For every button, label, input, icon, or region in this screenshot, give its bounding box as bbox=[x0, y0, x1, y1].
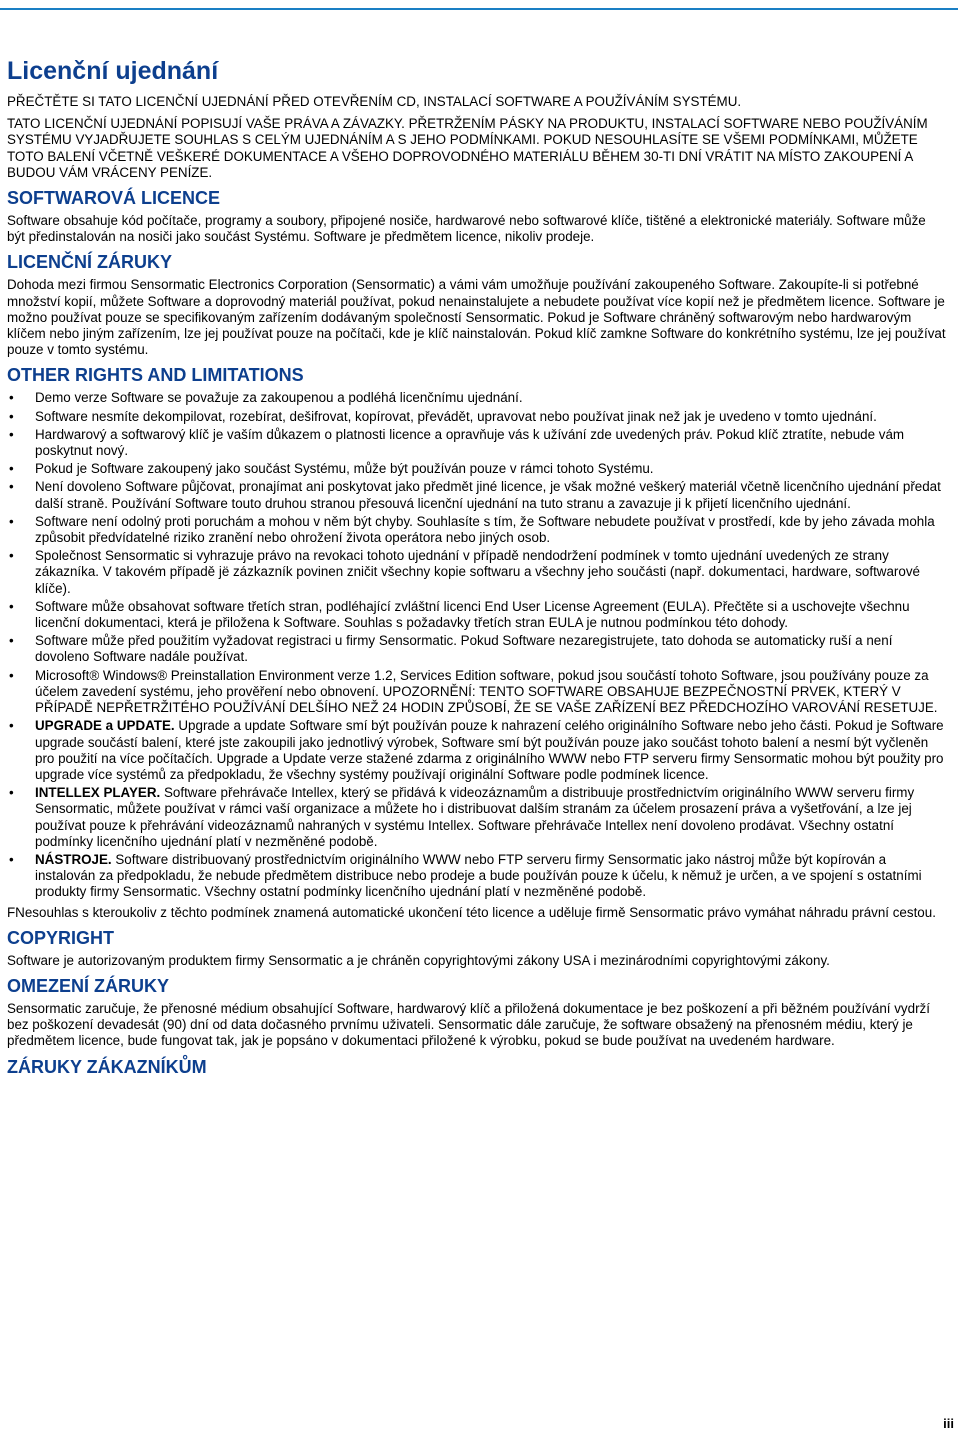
list-item-text: Hardwarový a softwarový klíč je vaším důkazem o platnosti licence a opravňuje vás k užívání zde uvedených práv. Pokud klíč ztratíte, nebude vám poskytnut nový. bbox=[35, 426, 905, 459]
list-item-text: Software může před použitím vyžadovat registraci u firmy Sensormatic. Pokud Software nezaregistrujete, tato dohoda se automaticky ruší a není dovoleno Software nadále používat. bbox=[35, 633, 893, 665]
bullet-icon: • bbox=[9, 598, 14, 614]
page-title: Licenční ujednání bbox=[7, 57, 219, 85]
list-item bbox=[7, 548, 947, 597]
list-item bbox=[7, 479, 947, 511]
bullet-icon: • bbox=[9, 426, 14, 442]
list-item-text: Software může obsahovat software třetích stran, podléhající zvláštní licenci End User License Agreement (EULA). Přečtěte si a uschovejte všechnu licenční dokumentaci, která je přiložena k Software. Souhlas s požadavky třetích stran EULA je nutnou podmínkou této dohody. bbox=[35, 598, 910, 631]
list-item-text: Demo verze Software se považuje za zakoupenou a podléhá licenčnímu ujednání. bbox=[35, 390, 523, 406]
section-heading-limited-warranty: OMEZENÍ ZÁRUKY bbox=[7, 975, 169, 996]
list-item bbox=[7, 785, 947, 850]
list-item bbox=[7, 599, 947, 631]
section-heading-copyright: COPYRIGHT bbox=[7, 927, 115, 948]
intro-paragraph-1: PŘEČTĚTE SI TATO LICENČNÍ UJEDNÁNÍ PŘED OTEVŘENÍM CD, INSTALACÍ SOFTWARE A POUŽÍVÁNÍM SYSTÉMU. bbox=[7, 94, 742, 109]
section-heading-other-rights: OTHER RIGHTS AND LIMITATIONS bbox=[7, 365, 304, 386]
bullet-icon: • bbox=[9, 718, 14, 734]
bullet-icon: • bbox=[9, 785, 14, 801]
list-item-lead: UPGRADE a UPDATE. bbox=[35, 718, 175, 734]
list-item bbox=[7, 718, 947, 783]
section-heading-license-warranty: LICENČNÍ ZÁRUKY bbox=[7, 252, 172, 273]
list-item bbox=[7, 852, 947, 901]
list-item-text: Společnost Sensormatic si vyhrazuje právo na revokaci tohoto ujednání v případě nendodržení podmínek v tomto ujednání uvedených ze strany zákazníka. V takovém případě jë zázkazník povinen zničit všechny kopie softwaru a všechny jeho součásti (např. dokumentaci, hardware, softwarové klíče). bbox=[35, 548, 920, 596]
list-item-text: Microsoft® Windows® Preinstallation Environment verze 1.2, Services Edition software, pokud jsou součástí tohoto Software, jsou používány pouze za účelem zavedení systému, jeho prověření nebo obnovení. UPOZORNĚNÍ: TENTO SOFTWARE OBSAHUJE BEZPEČNOSTNÍ PRVEK, KTERÝ V PŘÍPADĚ NEPŘETRŽITÉHO POUŽÍVÁNÍ DELŠÍHO NEŽ 24 HODIN ZPŮSOBÍ, ŽE SE VAŠE ZAŘÍZENÍ BEZ PŘEDCHOZÍHO VAROVÁNÍ RESETUJE. bbox=[35, 667, 938, 716]
list-item-text: Software nesmíte dekompilovat, rozebírat, dešifrovat, kopírovat, převádět, upravovat nebo používat jinak než jak je uvedeno v tomto ujednání. bbox=[35, 408, 877, 424]
bullet-icon: • bbox=[9, 461, 14, 477]
bullet-icon: • bbox=[9, 851, 14, 867]
list-item bbox=[7, 633, 947, 665]
bullet-icon: • bbox=[9, 479, 14, 495]
rights-list bbox=[7, 390, 947, 900]
list-item bbox=[7, 409, 947, 425]
license-warranty-text: Dohoda mezi firmou Sensormatic Electronics Corporation (Sensormatic) a vámi vám umožňuje používání zakoupeného Software. Zakoupíte-li si potřebné množství kopií, můžete Software a doprovodný materiál používat, pokud nenainstalujete a nebudete používat více kopií než je předmětem licence. Software je možno používat pouze se specifikovaným zařízením dodávaným společností Sensormatic. Pokud je Software chráněný softwarovým nebo hardwarovým klíčem nebo jiným zařízením, lze jej používat pouze na počítači, kde je klíč nainstalován. Pokud klíč zamkne Software do konkrétního systému, lze jej používat pouze v tomto systému. bbox=[7, 277, 946, 358]
list-item bbox=[7, 461, 947, 477]
list-item-lead: INTELLEX PLAYER. bbox=[35, 785, 161, 801]
section-heading-customer-warranty: ZÁRUKY ZÁKAZNÍKŮM bbox=[7, 1056, 207, 1077]
intro-paragraph-2: TATO LICENČNÍ UJEDNÁNÍ POPISUJÍ VAŠE PRÁVA A ZÁVAZKY. PŘETRŽENÍM PÁSKY NA PRODUKTU, INSTALACÍ SOFTWARE NEBO POUŽÍVÁNÍM SYSTÉMU VYJADŘUJETE SOUHLAS S CELÝM UJEDNÁNÍM A S JEHO PODMÍNKAMI. POKUD NESOUHLASÍTE SE VŠEMI PODMÍNKAMI, MŮŽETE TOTO BALENÍ VČETNĚ VEŠKERÉ DOKUMENTACE A VŠEHO DOPROVODNÉHO MATERIÁLU BĚHEM 30-TI DNÍ VRÁTIT NA MÍSTO ZAKOUPENÍ A BUDOU VÁM VRÁCENY PENÍZE. bbox=[7, 116, 928, 180]
document-body bbox=[7, 56, 947, 1082]
list-item bbox=[7, 668, 947, 717]
list-item-text: Upgrade a update Software smí být používán pouze k nahrazení celého originálního Software nebo jeho části. Pokud je Software upgrade součástí balení, které jste zakoupili jako jednotlivý výrobek, Software smí být používán pouze jako součást tohoto balení a nesmí být vyčleněn pro použití na více počítačích. Upgrade a Update verze stažené zdarma z originálního WWW nebo FTP serveru firmy Sensormatic mohou být použity pro upgrade více systémů za předpokladu, že všechny systémy používají originální Software podle podmínek licence. bbox=[35, 718, 944, 782]
list-item bbox=[7, 390, 947, 406]
top-rule bbox=[0, 8, 958, 10]
list-item-lead: NÁSTROJE. bbox=[35, 851, 112, 867]
section-heading-software-license: SOFTWAROVÁ LICENCE bbox=[7, 188, 221, 209]
list-item-text: Pokud je Software zakoupený jako součást Systému, může být používán pouze v rámci tohoto Systému. bbox=[35, 461, 654, 477]
list-item bbox=[7, 427, 947, 459]
list-item-text: Není dovoleno Software půjčovat, pronajímat ani poskytovat jako předmět jiné licence, je však možné veškerý materiál včetně licenčního ujednání předat další straně. Používání Software touto druhou stranou přesouvá licenční ujednání na tuto stranu a zavazuje ji k přijetí licenčního ujednání. bbox=[35, 479, 941, 511]
bullet-icon: • bbox=[9, 548, 14, 564]
software-license-text: Software obsahuje kód počítače, programy a soubory, připojené nosiče, hardwarové nebo softwarové klíče, tištěné a elektronické materiály. Software může být předinstalován na nosiči jako součást Systému. Software je předmětem licence, nikoliv prodeje. bbox=[7, 213, 926, 245]
list-item-text: Software není odolný proti poruchám a mohou v něm být chyby. Souhlasíte s tím, že Software nebudete používat v prostředí, kde by jeho závada mohla způsobit předvídatelné riziko zranění nebo ohrožení života operátora nebo jiných osob. bbox=[35, 513, 935, 546]
rights-closing-text: FNesouhlas s kteroukoliv z těchto podmínek znamená automatické ukončení této licence a uděluje firmě Sensormatic právo vymáhat náhradu právní cestou. bbox=[7, 904, 936, 920]
bullet-icon: • bbox=[9, 633, 14, 649]
page-number: iii bbox=[943, 1416, 954, 1431]
bullet-icon: • bbox=[9, 513, 14, 529]
copyright-text: Software je autorizovaným produktem firmy Sensormatic a je chráněn copyrightovými zákony USA i mezinárodními copyrightovými zákony. bbox=[7, 952, 830, 968]
limited-warranty-text: Sensormatic zaručuje, že přenosné médium obsahující Software, hardwarový klíč a přiložená dokumentace je bez poškození a při běžném používání vydrží bez poškození devadesát (90) dní od data dočasného prvnímu uživateli. Sensormatic dále zaručuje, že software obsažený na přenosném médiu, který je předmětem licence, bude fungovat tak, jak je popsáno v dokumentaci přiložené k výrobku, pokud se bude používat na uvedeném hardware. bbox=[7, 1000, 930, 1049]
list-item-text: Software distribuovaný prostřednictvím originálního WWW nebo FTP serveru firmy Sensormatic jako nástroj může být kopírován a instalován za předpokladu, že nebude předmětem distribuce nebo prodeje a bude používán pouze k účelu, k němuž je určen, a ve spojení s ostatními produkty firmy Sensormatic. Všechny ostatní podmínky licenčního ujednání platí v nezměněné podobě. bbox=[35, 851, 922, 900]
bullet-icon: • bbox=[9, 667, 14, 683]
list-item bbox=[7, 514, 947, 546]
list-item-text: Software přehrávače Intellex, který se přidává k videozáznamům a distribuuje prostřednictvím originálního WWW serveru firmy Sensormatic, můžete používat v rámci vaší organizace a můžete ho i distribuovat dalším stranám za účelem prosazení práva a vyšetřování, a lze jej používat pouze k přehrávání videozáznamů nahraných v systému Intellex. Software přehrávače Intellex není dovoleno prodávat. Všechny ostatní podmínky licenčního ujednání platí v nezměněné podobě. bbox=[35, 785, 915, 849]
bullet-icon: • bbox=[9, 408, 14, 424]
bullet-icon: • bbox=[9, 390, 14, 406]
